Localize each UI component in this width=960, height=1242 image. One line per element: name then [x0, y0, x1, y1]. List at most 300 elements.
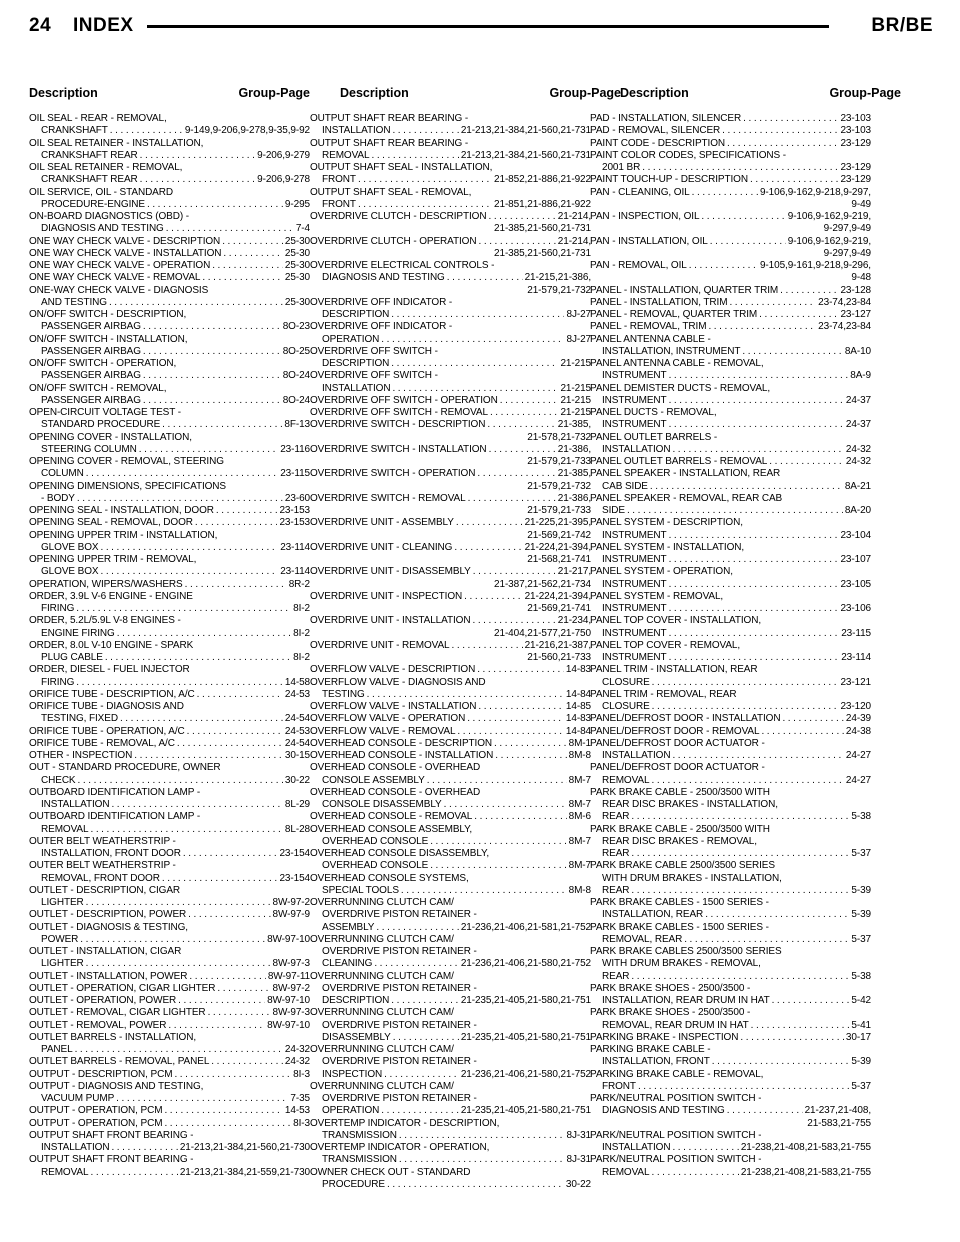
group-page-ref: 21-213,21-384,21-560,21-731	[460, 149, 591, 161]
entry-term: PARK BRAKE SHOES - 2500/3500 -	[590, 1007, 751, 1019]
entry-subterm: 2001 BR	[602, 162, 641, 173]
entry-term: PANEL - REMOVAL, QUARTER TRIM	[590, 309, 758, 320]
entry-term: OVERHEAD CONSOLE - REMOVAL	[310, 811, 473, 823]
entry-term: OVERHEAD CONSOLE SYSTEMS,	[310, 872, 469, 884]
group-page-ref: 23-153	[279, 517, 310, 529]
entry-subterm: GLOVE BOX	[41, 541, 99, 553]
index-entry	[29, 554, 310, 579]
group-page-ref: 30-22	[284, 774, 310, 786]
entry-subterm: INSTRUMENT	[602, 529, 667, 541]
index-entry	[310, 1167, 591, 1192]
index-entry	[310, 1007, 591, 1044]
index-entry	[29, 358, 310, 383]
dot-leader	[120, 713, 283, 725]
index-entry	[310, 138, 591, 163]
entry-term: PANEL TRIM - INSTALLATION, REAR	[590, 664, 758, 676]
entry-term: ONE WAY CHECK VALVE - DESCRIPTION	[29, 235, 221, 247]
entry-term: OVERDRIVE UNIT - DISASSEMBLY	[310, 566, 471, 578]
entry-term: OWNER CHECK OUT - STANDARD	[310, 1166, 471, 1178]
index-entry	[590, 236, 871, 261]
entry-term: OVERDRIVE OFF SWITCH - OPERATION	[310, 394, 498, 406]
entry-subterm: PROCEDURE	[322, 1178, 385, 1190]
entry-term: OVERDRIVE UNIT - REMOVAL	[310, 639, 450, 651]
dot-leader	[642, 162, 838, 174]
group-page-ref: 8I-3	[293, 1068, 310, 1080]
dot-leader	[669, 419, 844, 431]
entry-term: PAD - REMOVAL, SILENCER	[590, 125, 721, 137]
dot-leader	[427, 775, 567, 787]
group-page-ref: 21-215	[560, 382, 591, 394]
entry-term: OVERDRIVE UNIT - INSTALLATION	[310, 615, 471, 627]
index-entry	[310, 762, 591, 787]
group-page-ref: 9-206,9-279	[257, 149, 310, 161]
entry-subterm: OVERDRIVE PISTON RETAINER -	[322, 1019, 477, 1031]
dot-leader	[669, 554, 839, 566]
index-entry	[310, 395, 591, 407]
index-entry	[29, 836, 310, 861]
index-entry	[590, 285, 871, 297]
entry-term: OUTPUT - DIAGNOSIS AND TESTING,	[29, 1080, 204, 1092]
group-page-ref: 14-84	[565, 725, 591, 737]
dot-leader	[759, 309, 838, 321]
dot-leader	[358, 174, 492, 186]
group-page-ref: 8J-27	[566, 309, 591, 320]
group-page-ref: 24-32	[845, 456, 871, 467]
entry-term: PARK BRAKE CABLE 2500/3500 SERIES	[590, 860, 775, 872]
group-page-ref: 24-32	[845, 443, 871, 455]
entry-term: OVERDRIVE UNIT - CLEANING	[310, 541, 453, 553]
entry-term: OIL SEAL RETAINER - REMOVAL,	[29, 162, 183, 173]
header-rule	[147, 25, 829, 28]
dot-leader	[631, 811, 849, 823]
dot-leader	[430, 860, 566, 872]
dot-leader	[474, 811, 566, 823]
entry-subterm: PASSENGER AIRBAG	[41, 394, 141, 406]
dot-leader	[164, 1105, 282, 1117]
dot-leader	[751, 1020, 850, 1032]
index-entry	[29, 248, 310, 260]
index-entry	[29, 432, 310, 457]
index-entry	[29, 701, 310, 726]
group-page-ref: 5-38	[851, 811, 871, 823]
group-page-ref: 24-39	[845, 713, 871, 725]
index-entry	[590, 983, 871, 1008]
dot-leader	[371, 150, 458, 162]
dot-leader	[708, 321, 816, 333]
entry-term: OUTPUT SHAFT SEAL - INSTALLATION,	[310, 162, 493, 173]
index-entry	[590, 1032, 871, 1044]
entry-subterm: POWER	[41, 933, 79, 945]
entry-subterm: DISASSEMBLY	[322, 1031, 391, 1043]
entry-subterm: CLOSURE	[602, 701, 650, 712]
dot-leader	[500, 395, 559, 407]
index-entry	[310, 811, 591, 823]
entry-term: PANEL TOP COVER - INSTALLATION,	[590, 615, 762, 627]
index-entry	[29, 1056, 310, 1068]
dot-leader	[140, 174, 255, 186]
entry-term: OPENING COVER - REMOVAL, STEERING	[29, 456, 224, 467]
index-entry	[29, 1069, 310, 1081]
entry-term: OVERTEMP INDICATOR - DESCRIPTION,	[310, 1117, 500, 1129]
dot-leader	[456, 517, 523, 529]
entry-term: OVERHEAD CONSOLE ASSEMBLY,	[310, 823, 473, 835]
entry-term: OVERDRIVE ELECTRICAL CONTROLS -	[310, 260, 495, 271]
dot-leader	[117, 628, 291, 640]
entry-term: ONE-WAY CHECK VALVE - DIAGNOSIS	[29, 284, 209, 296]
entry-term: OUTLET - DESCRIPTION, CIGAR	[29, 884, 181, 896]
dot-leader	[401, 885, 567, 897]
entry-term: PANEL DUCTS - REMOVAL,	[590, 407, 717, 418]
entry-term: OVERDRIVE OFF SWITCH - REMOVAL	[310, 407, 488, 418]
entry-subterm: INSTALLATION	[602, 1142, 671, 1153]
group-page-ref: 23-127	[840, 309, 871, 320]
entry-term: PAINT CODE - DESCRIPTION	[590, 137, 726, 149]
entry-term: PAN - INSTALLATION, OIL	[590, 235, 708, 247]
dot-leader	[638, 1081, 849, 1093]
dot-leader	[143, 370, 281, 382]
group-page-ref: 25-30	[284, 235, 310, 247]
entry-term: ON/OFF SWITCH - DESCRIPTION,	[29, 309, 187, 320]
entry-term: ORDER, 8.0L V-10 ENGINE - SPARK	[29, 639, 194, 651]
entry-term: ORIFICE TUBE - DESCRIPTION, A/C	[29, 688, 195, 700]
dot-leader	[489, 444, 556, 456]
group-page-ref: 21-213,21-384,21-560,21-730	[179, 1142, 310, 1153]
entry-term: OUTLET - DESCRIPTION, POWER	[29, 909, 187, 921]
index-entry	[590, 1154, 871, 1179]
index-entry	[590, 824, 871, 861]
dot-leader	[780, 285, 838, 297]
entry-term: OTHER - INSPECTION	[29, 750, 133, 761]
entry-subterm: LIGHTER	[41, 897, 84, 908]
group-page-ref: 23-129	[840, 137, 871, 149]
group-page-ref: 23-115	[841, 627, 871, 639]
group-page-ref: 23-103	[840, 113, 871, 124]
dot-leader	[490, 407, 559, 419]
index-entry	[590, 615, 871, 640]
entry-term: ON-BOARD DIAGNOSTICS (OBD) -	[29, 211, 189, 222]
entry-subterm: INSPECTION	[322, 1068, 383, 1080]
index-entry	[590, 664, 871, 689]
index-entry	[590, 1007, 871, 1032]
entry-subterm: REMOVAL, REAR DRUM IN HAT	[602, 1019, 749, 1031]
group-page-ref: 21-236,21-406,21-581,21-752	[460, 921, 591, 933]
entry-subterm: INSTRUMENT	[602, 554, 667, 565]
index-entry	[29, 591, 310, 616]
group-page-ref: 8O-23	[282, 321, 310, 333]
group-page-ref: 9-106,9-162,9-218,9-297,	[759, 186, 871, 198]
index-entry	[310, 346, 591, 371]
entry-term: OPENING SEAL - REMOVAL, DOOR	[29, 517, 193, 529]
entry-term: OVERRUNNING CLUTCH CAM/	[310, 897, 454, 908]
index-entry	[590, 113, 871, 125]
entry-subterm: INSTRUMENT	[602, 370, 667, 382]
group-page-ref: 24-53	[284, 725, 310, 737]
index-entry	[310, 236, 591, 261]
group-page-ref: 23-129	[840, 162, 871, 173]
group-page-ref: 21-386,	[557, 443, 591, 455]
entry-term: PANEL - INSTALLATION, QUARTER TRIM	[590, 284, 779, 296]
entry-subterm: INSTRUMENT	[602, 652, 667, 663]
entry-subterm: INSTALLATION	[602, 750, 671, 761]
index-entry	[310, 1118, 591, 1143]
index-entry	[590, 517, 871, 542]
dot-leader	[100, 566, 278, 578]
index-entry	[29, 1118, 310, 1130]
index-entry	[29, 481, 310, 506]
entry-term: ON/OFF SWITCH - REMOVAL,	[29, 382, 167, 394]
index-entry	[590, 125, 871, 137]
entry-subterm: TRANSMISSION	[322, 1129, 397, 1141]
entry-subterm: INSTALLATION, FRONT DOOR	[41, 848, 181, 859]
entry-term: ON/OFF SWITCH - INSTALLATION,	[29, 333, 188, 345]
dot-leader	[651, 1167, 738, 1179]
index-entry	[310, 187, 591, 212]
group-page-ref: 23-154	[279, 848, 310, 859]
dot-leader	[727, 138, 838, 150]
group-page-ref: 21-568,21-741	[527, 554, 591, 565]
group-page-ref: 9-297,9-49	[823, 247, 871, 259]
index-entry	[310, 713, 591, 725]
group-page-ref: 23-129	[840, 174, 871, 186]
entry-term: OVERDRIVE UNIT - INSPECTION	[310, 590, 463, 602]
group-page-ref: 21-236,21-406,21-580,21-752	[460, 1068, 591, 1080]
entry-subterm: WITH DRUM BRAKES - REMOVAL,	[602, 958, 761, 970]
entry-subterm: REAR	[602, 970, 630, 982]
dot-leader	[147, 199, 283, 211]
index-entry	[310, 542, 591, 567]
dot-leader	[740, 1032, 844, 1044]
index-entry	[29, 505, 310, 517]
group-page-ref: 8W-97-10	[267, 995, 310, 1006]
index-column-1	[29, 113, 310, 1179]
index-entry	[29, 922, 310, 947]
index-entry	[590, 138, 871, 150]
dot-leader	[177, 738, 283, 750]
group-page-ref: 8M-7	[568, 835, 591, 847]
index-entry	[29, 1020, 310, 1032]
dot-leader	[100, 542, 278, 554]
dot-leader	[376, 922, 458, 934]
entry-subterm: INSTRUMENT	[602, 627, 667, 639]
group-page-ref: 8O-24	[282, 394, 310, 406]
dot-leader	[669, 628, 840, 640]
group-page-ref: 25-30	[284, 296, 310, 308]
dot-leader	[75, 1044, 283, 1056]
entry-term: PANEL OUTLET BARRELS -	[590, 431, 718, 443]
group-page-ref: 23-74,23-84	[818, 321, 871, 333]
group-page-ref: 8W-97-2	[272, 897, 310, 908]
dot-leader	[223, 248, 283, 260]
entry-term: PANEL SPEAKER - REMOVAL, REAR CAB	[590, 492, 783, 504]
index-entry	[29, 909, 310, 921]
index-entry	[310, 1142, 591, 1167]
entry-subterm: INSTRUMENT	[602, 419, 667, 431]
group-page-ref: 8W-97-3	[272, 958, 310, 970]
index-entry	[590, 689, 871, 714]
dot-leader	[631, 971, 849, 983]
dot-leader	[473, 566, 556, 578]
group-page-ref: 9-49	[851, 198, 871, 210]
group-page-ref: 8M-7	[568, 860, 591, 872]
index-entry	[29, 726, 310, 738]
group-page-ref: 5-37	[851, 1080, 871, 1092]
entry-subterm: AND TESTING	[41, 296, 107, 308]
group-page-ref: 14-85	[565, 701, 591, 712]
index-entry	[590, 150, 871, 175]
group-page-heading: Group-Page	[829, 86, 901, 100]
dot-leader	[494, 738, 567, 750]
entry-term: OPEN-CIRCUIT VOLTAGE TEST -	[29, 407, 181, 418]
index-entry	[29, 983, 310, 995]
group-page-ref: 8A-9	[850, 370, 871, 382]
entry-subterm: OVERDRIVE PISTON RETAINER -	[322, 1056, 477, 1068]
dot-leader	[195, 517, 278, 529]
entry-subterm: TESTING, FIXED	[41, 713, 118, 725]
dot-leader	[185, 579, 287, 591]
entry-subterm: REAR	[602, 848, 630, 859]
entry-term: OVERDRIVE UNIT - ASSEMBLY	[310, 517, 454, 529]
group-page-ref: 5-39	[851, 1056, 871, 1068]
group-page-ref: 14-84	[565, 688, 591, 700]
dot-leader	[391, 309, 564, 321]
group-page-ref: 24-37	[845, 419, 871, 431]
dot-leader	[399, 1130, 565, 1142]
index-entry	[310, 1081, 591, 1118]
group-page-ref: 21-215	[560, 358, 591, 369]
description-heading: Description	[620, 86, 689, 100]
dot-leader	[729, 297, 816, 309]
group-page-ref: 23-115	[280, 468, 310, 480]
group-page-ref: 21-238,21-408,21-583,21-755	[740, 1142, 871, 1153]
entry-subterm: OPERATION	[322, 1105, 380, 1117]
index-entry	[590, 1093, 871, 1130]
entry-subterm: DIAGNOSIS AND TESTING	[602, 1105, 725, 1117]
dot-leader	[392, 383, 558, 395]
description-heading: Description	[29, 86, 98, 100]
index-entry	[29, 689, 310, 701]
group-page-ref: 23-154	[279, 872, 310, 884]
entry-term: PANEL SYSTEM - INSTALLATION,	[590, 541, 745, 553]
entry-subterm: INSTRUMENT	[602, 578, 667, 590]
entry-subterm: PANEL	[41, 1044, 73, 1055]
group-page-ref: 8W-97-11	[267, 970, 310, 982]
entry-term: OUTLET - OPERATION, POWER	[29, 995, 177, 1006]
dot-leader	[710, 236, 786, 248]
dot-leader	[212, 260, 283, 272]
entry-subterm: CRANKSHAFT REAR	[41, 149, 138, 161]
entry-term: ONE WAY CHECK VALVE - OPERATION	[29, 260, 211, 271]
entry-subterm: INSTALLATION	[322, 125, 391, 137]
group-page-ref: 21-215	[560, 407, 591, 418]
group-page-ref: 23-116	[280, 443, 310, 455]
index-entry	[29, 1032, 310, 1057]
group-page-ref: 21-215,21-386,	[524, 272, 591, 284]
entry-term: PARK BRAKE CABLES - 1500 SERIES -	[590, 897, 769, 908]
index-entry	[29, 530, 310, 555]
entry-subterm: PLUG CABLE	[41, 652, 103, 663]
entry-term: ORDER, 3.9L V-6 ENGINE - ENGINE	[29, 590, 193, 602]
group-page-ref: 23-120	[840, 701, 871, 712]
entry-subterm: INSTRUMENT	[602, 603, 667, 614]
group-page-ref: 8A-21	[844, 480, 871, 492]
index-entry	[590, 334, 871, 359]
index-entry	[29, 334, 310, 359]
dot-leader	[202, 272, 283, 284]
dot-leader	[384, 1069, 459, 1081]
index-entry	[310, 468, 591, 493]
group-page-ref: 24-54	[284, 737, 310, 749]
entry-subterm: WITH DRUM BRAKES - INSTALLATION,	[602, 872, 782, 884]
group-page-ref: 8M-1	[568, 737, 591, 749]
group-page-ref: 24-32	[284, 1056, 310, 1068]
entry-term: PANEL SYSTEM - DESCRIPTION,	[590, 517, 743, 529]
entry-term: OUTLET - INSTALLATION, POWER	[29, 970, 188, 982]
entry-subterm: FRONT	[322, 174, 356, 186]
entry-term: OUTPUT SHAFT SEAL - REMOVAL,	[310, 186, 472, 198]
group-page-heading: Group-Page	[549, 86, 621, 100]
index-entry	[590, 762, 871, 787]
entry-term: PANEL SYSTEM - REMOVAL,	[590, 590, 724, 602]
dot-leader	[86, 897, 271, 909]
group-page-ref: 21-404,21-577,21-750	[494, 627, 591, 639]
entry-term: ORDER, 5.2L/5.9L V-8 ENGINES -	[29, 615, 181, 627]
dot-leader	[477, 664, 564, 676]
dot-leader	[183, 848, 278, 860]
index-entry	[310, 640, 591, 665]
dot-leader	[367, 689, 564, 701]
index-entry	[590, 309, 871, 321]
group-page-ref: 21-235,21-405,21-580,21-751	[460, 1105, 591, 1117]
index-entry	[29, 211, 310, 236]
entry-subterm: GLOVE BOX	[41, 566, 99, 578]
dot-leader	[134, 750, 283, 762]
index-entry	[29, 309, 310, 334]
entry-subterm: PASSENGER AIRBAG	[41, 345, 141, 357]
group-page-ref: 25-30	[284, 260, 310, 271]
index-entry	[310, 897, 591, 934]
entry-subterm: LIGHTER	[41, 958, 84, 970]
group-page-ref: 7-35	[290, 1093, 310, 1104]
dot-leader	[90, 1167, 177, 1179]
index-entry	[29, 995, 310, 1007]
index-entry	[590, 1069, 871, 1094]
entry-term: OUTPUT SHAFT FRONT BEARING -	[29, 1129, 194, 1141]
index-entry	[29, 579, 310, 591]
group-page-ref: 24-32	[284, 1044, 310, 1055]
entry-subterm: REAR	[602, 811, 630, 823]
entry-term: OVERDRIVE OFF INDICATOR -	[310, 321, 453, 333]
dot-leader	[772, 995, 850, 1007]
dot-leader	[669, 652, 840, 664]
group-page-ref: 21-385,	[557, 468, 591, 480]
entry-term: ON/OFF SWITCH - OPERATION,	[29, 358, 177, 369]
dot-leader	[216, 505, 278, 517]
index-entry	[590, 922, 871, 947]
entry-term: PARK/NEUTRAL POSITION SWITCH -	[590, 1129, 762, 1141]
entry-term: ORIFICE TUBE - OPERATION, A/C	[29, 725, 185, 737]
entry-term: OVERFLOW VALVE - INSTALLATION	[310, 701, 477, 712]
entry-term: PANEL/DEFROST DOOR ACTUATOR -	[590, 737, 765, 749]
group-page-ref: 21-236,21-406,21-580,21-752	[460, 958, 591, 970]
group-page-ref: 8R-2	[288, 578, 310, 590]
index-entry	[590, 787, 871, 824]
entry-term: OUTLET - OPERATION, CIGAR LIGHTER	[29, 982, 216, 994]
group-page-ref: 21-385,21-560,21-731	[494, 223, 591, 235]
entry-term: OUTER BELT WEATHERSTRIP -	[29, 835, 176, 847]
group-page-ref: 14-83	[565, 713, 591, 725]
group-page-ref: 21-238,21-408,21-583,21-755	[740, 1166, 871, 1178]
dot-leader	[727, 1105, 803, 1117]
